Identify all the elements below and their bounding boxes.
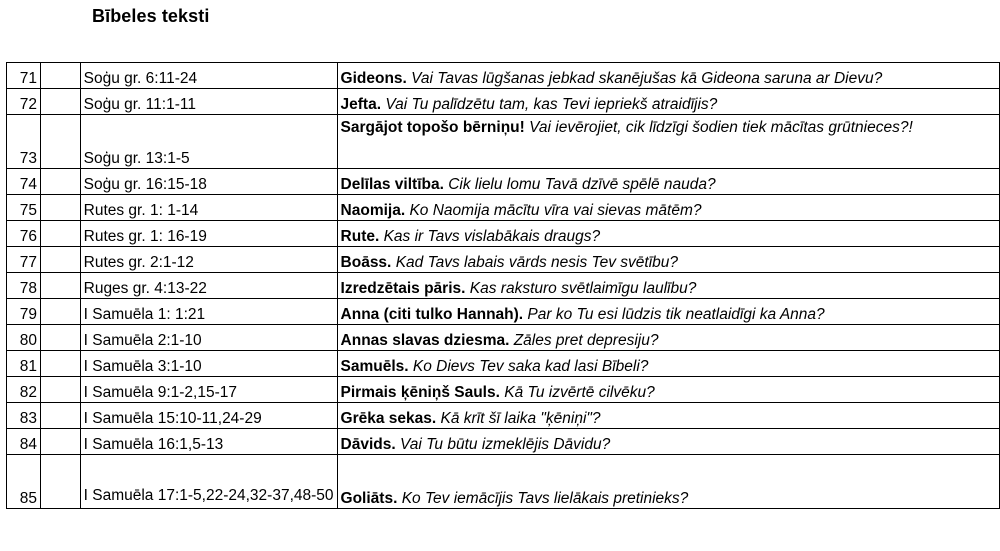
table-row — [7, 299, 1000, 325]
empty-cell — [40, 299, 80, 325]
topic-title: Dāvids. — [340, 436, 396, 453]
topic-question: Vai Tavas lūgšanas jebkad skanējušas kā Gideona saruna ar Dievu? — [411, 70, 883, 87]
empty-cell — [40, 325, 80, 351]
topic-cell — [337, 195, 999, 221]
scripture-reference: I Samuēla 2:1-10 — [80, 325, 337, 351]
scripture-reference: Rutes gr. 1: 16-19 — [80, 221, 337, 247]
topic-question: Kad Tavs labais vārds nesis Tev svētību? — [395, 254, 679, 271]
topic-cell — [337, 299, 999, 325]
table-row — [7, 351, 1000, 377]
topic-cell — [337, 455, 999, 509]
empty-cell — [40, 115, 80, 169]
empty-cell — [40, 89, 80, 115]
topic-cell — [337, 115, 999, 169]
topic-question: Ko Naomija mācītu vīra vai sievas mātēm? — [409, 202, 702, 219]
scripture-reference: I Samuēla 16:1,5-13 — [80, 429, 337, 455]
topic-cell — [337, 247, 999, 273]
topic-title: Delīlas viltība. — [340, 176, 444, 193]
row-number: 75 — [7, 195, 41, 221]
topic-question: Ko Dievs Tev saka kad lasi Bībeli? — [412, 358, 649, 375]
row-number: 78 — [7, 273, 41, 299]
scripture-reference: Soģu gr. 16:15-18 — [80, 169, 337, 195]
row-number: 84 — [7, 429, 41, 455]
bible-texts-table — [6, 62, 1000, 509]
topic-title: Gideons. — [340, 70, 407, 87]
topic-cell — [337, 377, 999, 403]
table-row — [7, 377, 1000, 403]
row-number: 79 — [7, 299, 41, 325]
scripture-reference: I Samuēla 17:1-5,22-24,32-37,48-50 — [80, 455, 337, 509]
scripture-reference: I Samuēla 9:1-2,15-17 — [80, 377, 337, 403]
topic-question: Par ko Tu esi lūdzis tik neatlaidīgi ka Anna? — [527, 306, 825, 323]
empty-cell — [40, 195, 80, 221]
topic-question: Cik lielu lomu Tavā dzīvē spēlē nauda? — [448, 176, 716, 193]
topic-cell — [337, 89, 999, 115]
topic-title: Annas slavas dziesma. — [340, 332, 510, 349]
empty-cell — [40, 351, 80, 377]
row-number: 82 — [7, 377, 41, 403]
topic-question: Vai ievērojiet, cik līdzīgi šodien tiek mācītas grūtnieces?! — [529, 119, 913, 136]
table-row — [7, 63, 1000, 89]
topic-title: Sargājot topošo bērniņu! — [340, 119, 525, 136]
scripture-reference: I Samuēla 1: 1:21 — [80, 299, 337, 325]
scripture-reference: Rutes gr. 2:1-12 — [80, 247, 337, 273]
empty-cell — [40, 221, 80, 247]
scripture-reference: I Samuēla 3:1-10 — [80, 351, 337, 377]
table-row — [7, 455, 1000, 509]
table-row — [7, 273, 1000, 299]
topic-question: Kā Tu izvērtē cilvēku? — [504, 384, 655, 401]
scripture-reference: I Samuēla 15:10-11,24-29 — [80, 403, 337, 429]
topic-question: Kas raksturo svētlaimīgu laulību? — [469, 280, 697, 297]
topic-title: Rute. — [340, 228, 380, 245]
topic-cell — [337, 429, 999, 455]
row-number: 76 — [7, 221, 41, 247]
empty-cell — [40, 63, 80, 89]
topic-question: Kas ir Tavs vislabākais draugs? — [383, 228, 601, 245]
empty-cell — [40, 377, 80, 403]
topic-title: Goliāts. — [340, 490, 398, 507]
topic-cell — [337, 273, 999, 299]
topic-question: Zāles pret depresiju? — [513, 332, 659, 349]
table-body — [7, 63, 1000, 509]
table-row — [7, 429, 1000, 455]
topic-title: Samuēls. — [340, 358, 409, 375]
table-row — [7, 89, 1000, 115]
scripture-reference: Rutes gr. 1: 1-14 — [80, 195, 337, 221]
page-title: Bībeles teksti — [92, 6, 210, 26]
table-row — [7, 169, 1000, 195]
empty-cell — [40, 403, 80, 429]
row-number: 81 — [7, 351, 41, 377]
topic-cell — [337, 325, 999, 351]
topic-question: Vai Tu būtu izmeklējis Dāvidu? — [399, 436, 611, 453]
scripture-reference: Ruges gr. 4:13-22 — [80, 273, 337, 299]
topic-title: Izredzētais pāris. — [340, 280, 466, 297]
topic-cell — [337, 221, 999, 247]
topic-question: Kā krīt šī laika "ķēniņi"? — [440, 410, 601, 427]
row-number: 72 — [7, 89, 41, 115]
table-row — [7, 221, 1000, 247]
scripture-reference: Soģu gr. 11:1-11 — [80, 89, 337, 115]
row-number: 71 — [7, 63, 41, 89]
empty-cell — [40, 455, 80, 509]
empty-cell — [40, 169, 80, 195]
topic-title: Pirmais ķēniņš Sauls. — [340, 384, 500, 401]
topic-cell — [337, 403, 999, 429]
empty-cell — [40, 429, 80, 455]
scripture-reference: Soģu gr. 13:1-5 — [80, 115, 337, 169]
scripture-reference: Soģu gr. 6:11-24 — [80, 63, 337, 89]
table-row — [7, 403, 1000, 429]
empty-cell — [40, 247, 80, 273]
topic-question: Vai Tu palīdzētu tam, kas Tevi iepriekš atraidījis? — [385, 96, 718, 113]
topic-question: Ko Tev iemācījis Tavs lielākais pretinieks? — [401, 490, 689, 507]
table-row — [7, 247, 1000, 273]
table-row — [7, 195, 1000, 221]
row-number: 77 — [7, 247, 41, 273]
topic-cell — [337, 169, 999, 195]
row-number: 74 — [7, 169, 41, 195]
table-row — [7, 115, 1000, 169]
topic-title: Jefta. — [340, 96, 382, 113]
topic-title: Boāss. — [340, 254, 392, 271]
topic-title: Grēka sekas. — [340, 410, 437, 427]
row-number: 73 — [7, 115, 41, 169]
empty-cell — [40, 273, 80, 299]
row-number: 83 — [7, 403, 41, 429]
table-row — [7, 325, 1000, 351]
topic-cell — [337, 351, 999, 377]
topic-cell — [337, 63, 999, 89]
topic-title: Anna (citi tulko Hannah). — [340, 306, 524, 323]
topic-title: Naomija. — [340, 202, 406, 219]
row-number: 85 — [7, 455, 41, 509]
row-number: 80 — [7, 325, 41, 351]
